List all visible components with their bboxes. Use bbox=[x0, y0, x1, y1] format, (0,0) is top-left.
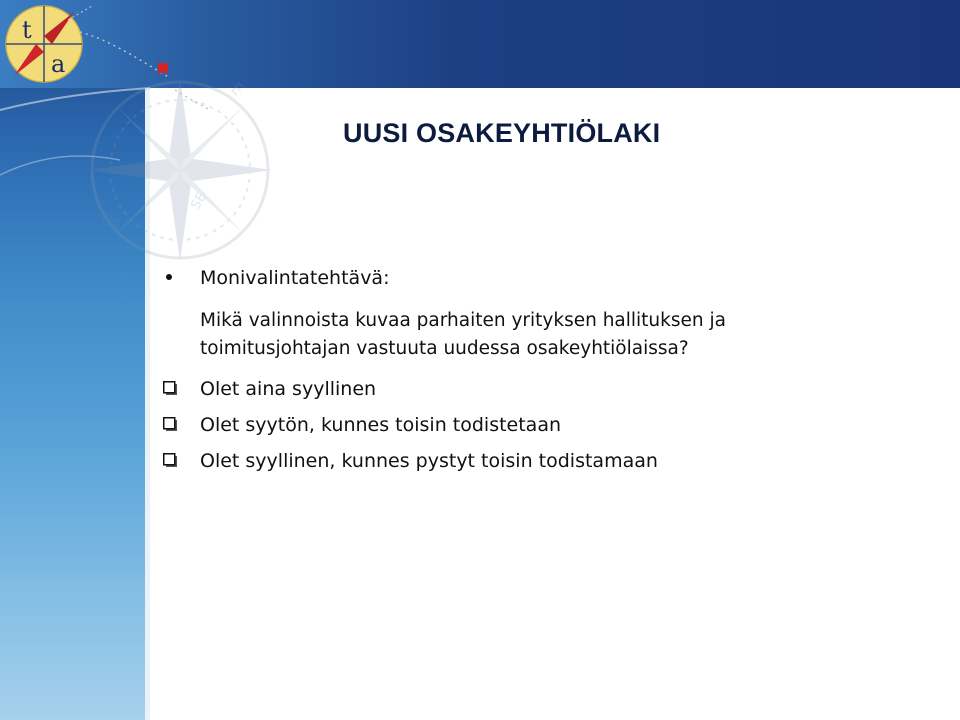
bullet-item bbox=[160, 265, 940, 291]
question-line-2: toimitusjohtajan vastuuta uudessa osakeyhtiölaissa? bbox=[200, 338, 689, 359]
red-square-decoration bbox=[158, 63, 168, 73]
checkbox-icon[interactable] bbox=[163, 417, 177, 431]
checkbox-icon[interactable] bbox=[163, 381, 177, 395]
option-item-2[interactable] bbox=[160, 407, 940, 443]
logo-letter-t: t bbox=[22, 16, 32, 44]
question-line-1: Mikä valinnoista kuvaa parhaiten yrityksen hallituksen ja bbox=[200, 310, 726, 331]
option-item-3[interactable] bbox=[160, 443, 940, 479]
bullet-dot-icon bbox=[166, 274, 172, 280]
compass-label-se: SE bbox=[188, 190, 210, 212]
bullet-label: Monivalintatehtävä: bbox=[200, 267, 390, 289]
option-label: Olet syyllinen, kunnes pystyt toisin todistamaan bbox=[200, 450, 658, 472]
option-item-1[interactable] bbox=[160, 371, 940, 407]
option-label: Olet syytön, kunnes toisin todistetaan bbox=[200, 414, 562, 436]
slide-title: UUSI OSAKEYHTIÖLAKI bbox=[343, 118, 661, 148]
slide-content bbox=[160, 265, 940, 479]
checkbox-icon[interactable] bbox=[163, 453, 177, 467]
compass-label-ms: MS bbox=[98, 210, 123, 234]
question-text bbox=[160, 307, 940, 363]
option-label: Olet aina syyllinen bbox=[200, 378, 377, 400]
logo-letter-a: a bbox=[51, 50, 66, 78]
compass-label-e: E bbox=[227, 78, 248, 100]
dotted-decoration bbox=[80, 30, 220, 120]
